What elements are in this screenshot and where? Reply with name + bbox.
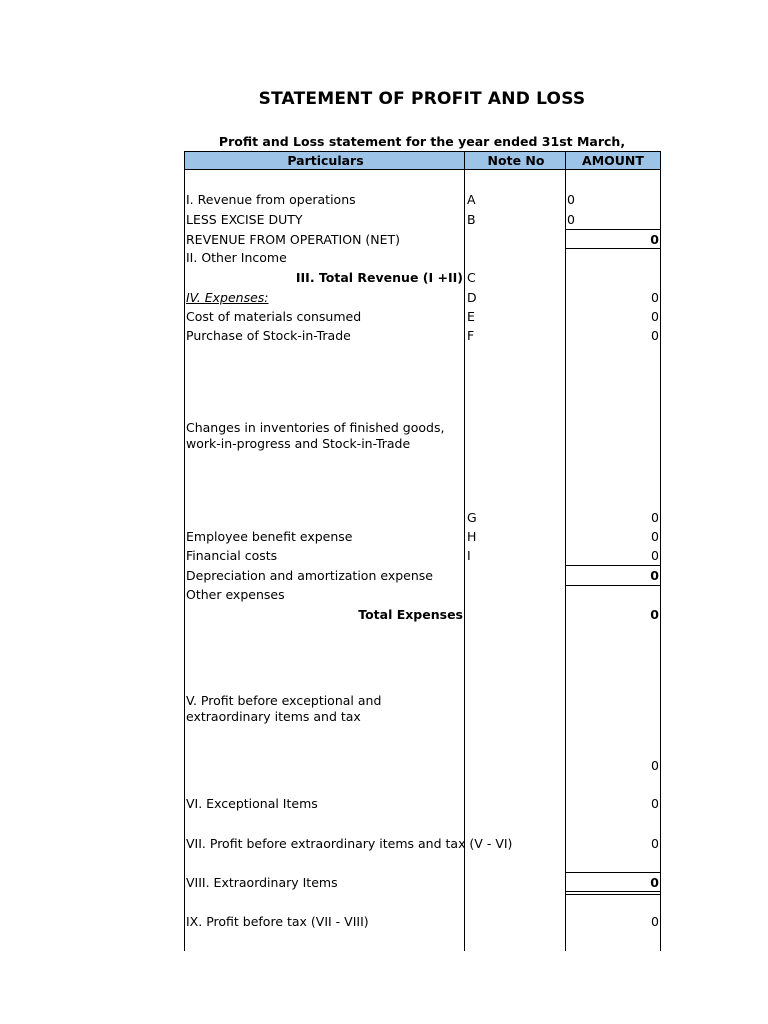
row-exceptional-items-label: VI. Exceptional Items <box>186 796 318 811</box>
row-expenses-amount: 0 <box>651 290 659 305</box>
statement-subtitle: Profit and Loss statement for the year ended 31st March, <box>218 134 626 149</box>
rule-below-extraordinary-2 <box>565 894 661 895</box>
page-title: STATEMENT OF PROFIT AND LOSS <box>258 89 586 109</box>
rule-below-net-revenue <box>565 248 661 249</box>
row-inventory-changes-note: G <box>467 510 477 525</box>
rule-below-extraordinary-1 <box>565 891 661 892</box>
column-divider-amount <box>565 151 566 951</box>
row-profit-before-tax-amount: 0 <box>651 914 659 929</box>
row-net-revenue-label: REVENUE FROM OPERATION (NET) <box>186 232 401 247</box>
row-purchase-stock-label: Purchase of Stock-in-Trade <box>186 328 351 343</box>
rule-above-extraordinary <box>565 872 661 873</box>
table-border-right <box>660 151 661 951</box>
row-depreciation-label: Depreciation and amortization expense <box>186 568 433 583</box>
column-divider-note <box>464 151 465 951</box>
row-purchase-stock-amount: 0 <box>651 328 659 343</box>
row-profit-before-tax-label: IX. Profit before tax (VII - VIII) <box>186 914 369 929</box>
rule-below-depreciation <box>565 585 661 586</box>
row-profit-before-exceptional-label: V. Profit before exceptional and extraordinary items and tax <box>186 693 382 724</box>
row-revenue-operations-note: A <box>467 192 476 207</box>
row-other-expenses-label: Other expenses <box>186 587 285 602</box>
rule-above-net-revenue <box>565 229 661 230</box>
header-amount: AMOUNT <box>582 153 644 168</box>
row-inventory-changes-amount: 0 <box>651 510 659 525</box>
row-exceptional-items-amount: 0 <box>651 796 659 811</box>
row-cost-materials-amount: 0 <box>651 309 659 324</box>
row-financial-costs-label: Financial costs <box>186 548 278 563</box>
row-extraordinary-items-label: VIII. Extraordinary Items <box>186 875 338 890</box>
row-revenue-operations-amount: 0 <box>567 192 575 207</box>
row-revenue-operations-label: I. Revenue from operations <box>186 192 356 207</box>
row-expenses-heading: IV. Expenses: <box>186 290 269 305</box>
row-employee-benefit-label: Employee benefit expense <box>186 529 353 544</box>
row-excise-duty-note: B <box>467 212 476 227</box>
row-other-income-label: II. Other Income <box>186 250 287 265</box>
row-profit-before-extraordinary-label: VII. Profit before extraordinary items and tax (V - VI) <box>186 836 513 851</box>
row-net-revenue-amount: 0 <box>650 232 659 247</box>
row-financial-costs-note: I <box>467 548 471 563</box>
row-depreciation-amount: 0 <box>650 568 659 583</box>
pl-table <box>184 151 661 951</box>
row-excise-duty-amount: 0 <box>567 212 575 227</box>
row-total-expenses-label: Total Expenses <box>358 607 463 622</box>
row-purchase-stock-note: F <box>467 328 475 343</box>
rule-above-depreciation <box>565 565 661 566</box>
row-employee-benefit-note: H <box>467 529 477 544</box>
header-particulars: Particulars <box>287 153 364 168</box>
row-excise-duty-label: LESS EXCISE DUTY <box>186 212 303 227</box>
row-inventory-changes-label: Changes in inventories of finished goods, work-in-progress and Stock-in-Trade <box>186 420 445 451</box>
row-profit-before-extraordinary-amount: 0 <box>651 836 659 851</box>
row-employee-benefit-amount: 0 <box>651 529 659 544</box>
row-cost-materials-label: Cost of materials consumed <box>186 309 362 324</box>
row-total-expenses-amount: 0 <box>650 607 659 622</box>
row-extraordinary-items-amount: 0 <box>650 875 659 890</box>
row-total-revenue-label: III. Total Revenue (I +II) <box>295 270 463 285</box>
table-border-left <box>184 151 185 951</box>
row-total-revenue-note: C <box>467 270 476 285</box>
header-note-no: Note No <box>487 153 545 168</box>
table-header <box>184 151 661 170</box>
row-expenses-note: D <box>467 290 477 305</box>
row-cost-materials-note: E <box>467 309 475 324</box>
row-financial-costs-amount: 0 <box>651 548 659 563</box>
row-profit-before-exceptional-amount: 0 <box>651 758 659 773</box>
